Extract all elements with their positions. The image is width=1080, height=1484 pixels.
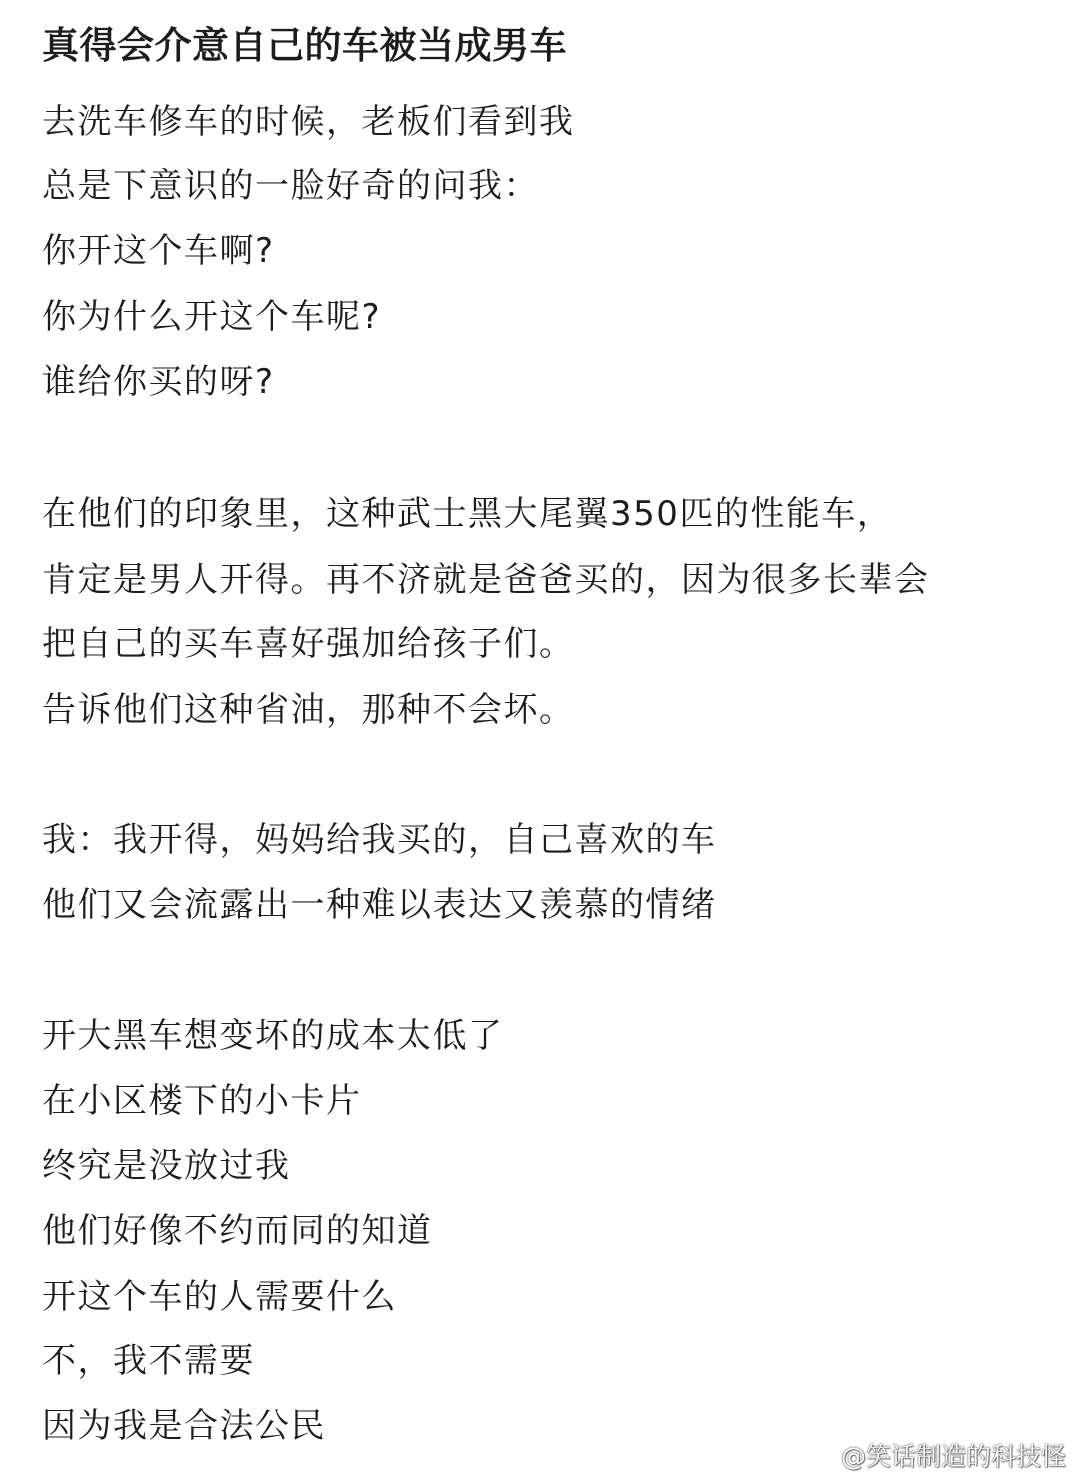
watermark [801, 1438, 1066, 1472]
post-line: 不，我不需要 [42, 1341, 255, 1381]
post-line: 我：我开得，妈妈给我买的，自己喜欢的车 [42, 820, 717, 860]
post-line: 开这个车的人需要什么 [42, 1277, 397, 1317]
post-line: 他们又会流露出一种难以表达又羡慕的情绪 [42, 885, 717, 925]
post-line: 总是下意识的一脸好奇的问我： [42, 166, 539, 206]
post-line: 在他们的印象里，这种武士黑大尾翼350匹的性能车， [42, 494, 893, 534]
weibo-icon [801, 1441, 835, 1469]
watermark-text: @笑话制造的科技怪 [840, 1442, 1066, 1471]
post-line: 你开这个车啊? [42, 231, 275, 271]
post-line: 终究是没放过我 [42, 1146, 291, 1186]
post-line: 把自己的买车喜好强加给孩子们。 [42, 624, 575, 664]
post-line: 因为我是合法公民 [42, 1406, 326, 1446]
post-line: 告诉他们这种省油，那种不会坏。 [42, 690, 575, 730]
post-line: 肯定是男人开得。再不济就是爸爸买的，因为很多长辈会 [42, 560, 930, 600]
post-line: 他们好像不约而同的知道 [42, 1211, 433, 1251]
post-line: 你为什么开这个车呢? [42, 297, 382, 337]
post-line: 谁给你买的呀? [42, 362, 275, 402]
post-line: 在小区楼下的小卡片 [42, 1081, 362, 1121]
post-line: 开大黑车想变坏的成本太低了 [42, 1016, 504, 1056]
post-title: 真得会介意自己的车被当成男车 [42, 24, 567, 67]
post-line: 去洗车修车的时候，老板们看到我 [42, 102, 575, 142]
